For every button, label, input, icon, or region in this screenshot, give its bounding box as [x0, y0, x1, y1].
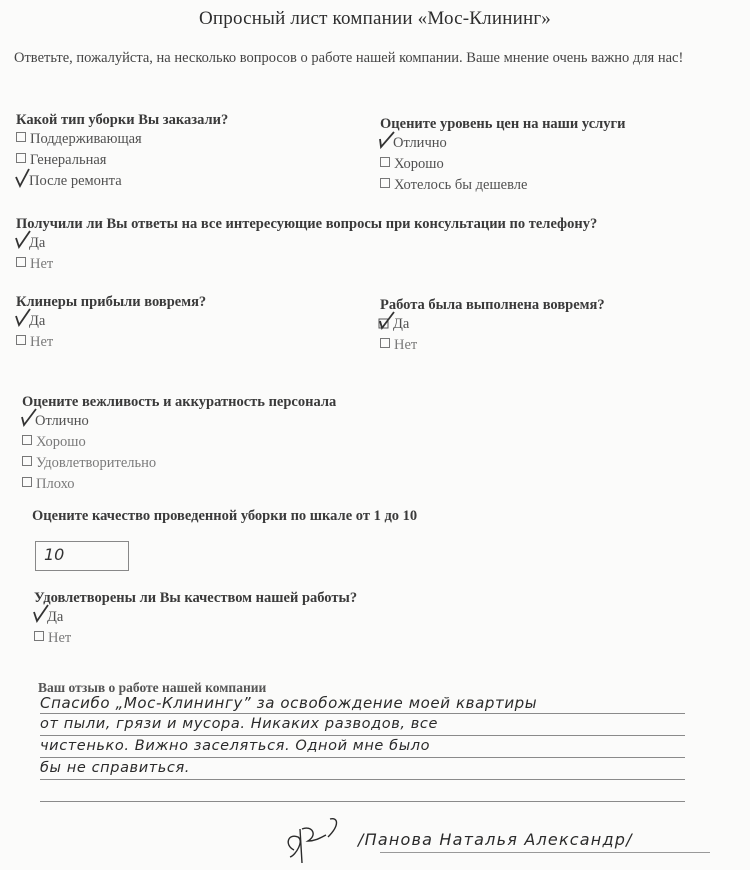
question-label: Удовлетворены ли Вы качеством нашей работы?	[34, 590, 358, 606]
option-no[interactable]: Нет	[16, 254, 597, 275]
feedback-line	[40, 713, 685, 714]
feedback-line	[40, 735, 685, 736]
question-label: Какой тип уборки Вы заказали?	[16, 112, 229, 128]
feedback-handwriting-line: от пыли, грязи и мусора. Никаких разводов, все	[40, 716, 439, 732]
feedback-line	[40, 801, 685, 802]
option-no[interactable]: Нет	[34, 628, 357, 649]
option-no[interactable]: Нет	[16, 332, 206, 353]
feedback-label: Ваш отзыв о работе нашей компании	[38, 680, 267, 695]
option-supporting[interactable]: Поддерживающая	[16, 129, 228, 150]
signature-scribble-icon	[282, 815, 352, 870]
signature-name: /Панова Наталья Александр/	[358, 830, 633, 849]
option-excellent[interactable]: Отлично	[22, 411, 336, 432]
form-title: Опросный лист компании «Мос-Клининг»	[198, 8, 552, 29]
form-intro: Ответьте, пожалуйста, на несколько вопросов о работе нашей компании. Ваше мнение очень важно для нас!	[14, 50, 684, 66]
question-quality-score-label: Оцените качество проведенной уборки по шкале от 1 до 10	[32, 508, 418, 524]
option-excellent[interactable]: Отлично	[380, 133, 625, 154]
question-label: Оцените вежливость и аккуратность персонала	[22, 394, 337, 410]
feedback-line	[40, 757, 685, 758]
option-good[interactable]: Хорошо	[380, 154, 625, 175]
feedback-handwriting-line: Спасибо „Мос-Клинингу” за освобождение моей квартиры	[40, 694, 538, 712]
option-yes[interactable]: Да	[380, 314, 605, 335]
quality-score-value: 10	[44, 545, 65, 564]
feedback-line	[40, 779, 685, 780]
feedback-handwriting-line: чистенько. Вижно заселяться. Одной мне было	[40, 738, 431, 754]
question-label: Оцените уровень цен на наши услуги	[380, 116, 626, 132]
option-after-renovation[interactable]: После ремонта	[16, 171, 228, 192]
option-no[interactable]: Нет	[380, 335, 605, 356]
feedback-handwriting-line: бы не справиться.	[40, 760, 191, 776]
option-yes[interactable]: Да	[16, 311, 206, 332]
option-general[interactable]: Генеральная	[16, 150, 228, 171]
question-label: Клинеры прибыли вовремя?	[16, 294, 207, 310]
option-yes[interactable]: Да	[34, 607, 357, 628]
option-good[interactable]: Хорошо	[22, 432, 336, 453]
question-label: Работа была выполнена вовремя?	[380, 297, 605, 313]
option-cheaper[interactable]: Хотелось бы дешевле	[380, 175, 625, 196]
option-yes[interactable]: Да	[16, 233, 597, 254]
option-bad[interactable]: Плохо	[22, 474, 336, 495]
option-satisfactory[interactable]: Удовлетворительно	[22, 453, 336, 474]
signature-line	[380, 852, 710, 853]
question-label: Получили ли Вы ответы на все интересующие вопросы при консультации по телефону?	[16, 216, 598, 232]
